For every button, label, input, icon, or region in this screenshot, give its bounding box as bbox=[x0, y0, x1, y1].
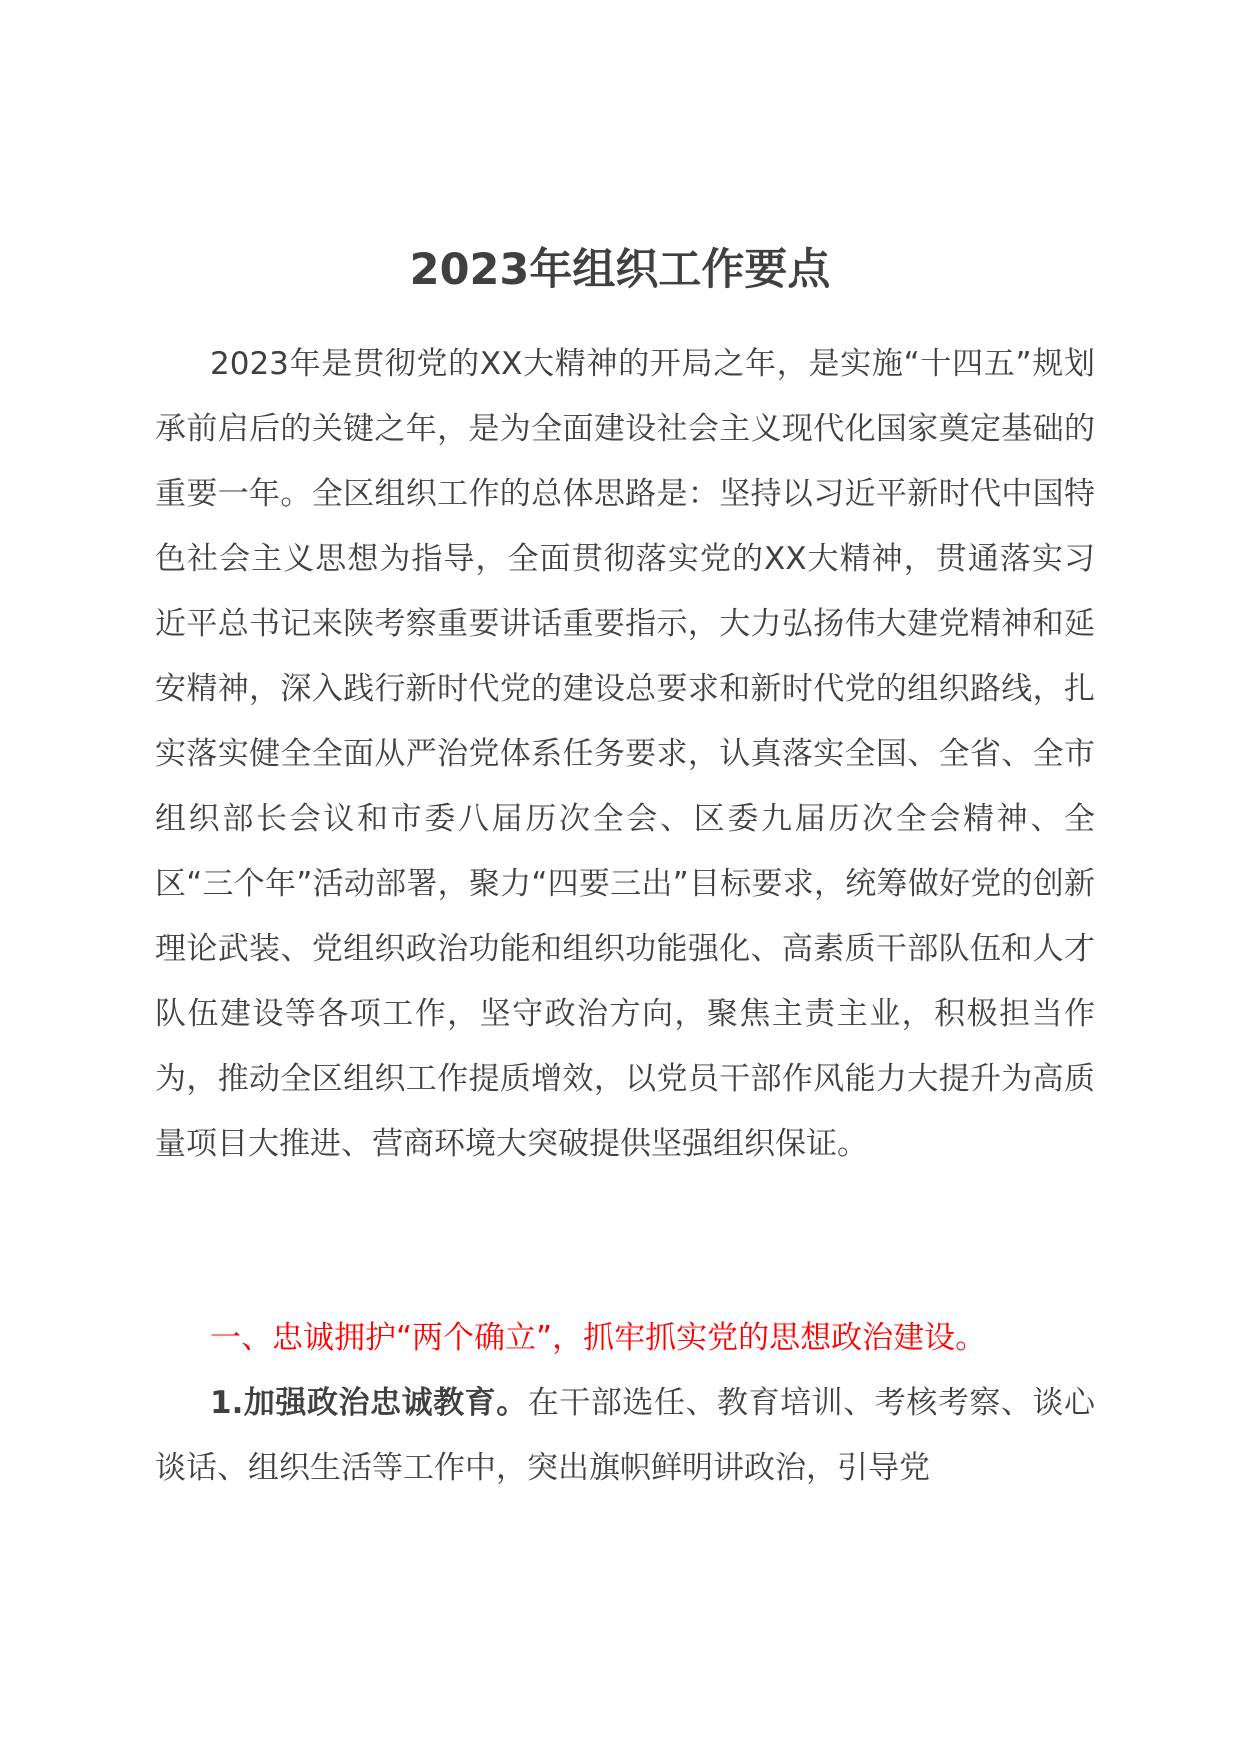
item-1-paragraph bbox=[155, 1371, 1095, 1501]
item-1-text: 在干部选任、教育培训、考核考察、谈心谈话、组织生活等工作中，突出旗帜鲜明讲政治，引导党 bbox=[155, 1385, 1095, 1486]
document-title: 2023年组织工作要点 bbox=[409, 245, 831, 295]
section-heading-1: 一、忠诚拥护“两个确立”，抓牢抓实党的思想政治建设。 bbox=[210, 1320, 987, 1356]
intro-paragraph: 2023年是贯彻党的XX大精神的开局之年，是实施“十四五”规划承前启后的关键之年，是为全面建设社会主义现代化国家奠定基础的重要一年。全区组织工作的总体思路是：坚持以习近平新时代中国特色社会主义思想为指导，全面贯彻落实党的XX大精神，贯通落实习近平总书记来陕考察重要讲话重要指示，大力弘扬伟大建党精神和延安精神，深入践行新时代党的建设总要求和新时代党的组织路线，扎实落实健全全面从严治党体系任务要求，认真落实全国、全省、全市组织部长会议和市委八届历次全会、区委九届历次全会精神、全区“三个年”活动部署，聚力“四要三出”目标要求，统筹做好党的创新理论武装、党组织政治功能和组织功能强化、高素质干部队伍和人才队伍建设等各项工作，坚守政治方向，聚焦主责主业，积极担当作为，推动全区组织工作提质增效，以党员干部作风能力大提升为高质量项目大推进、营商环境大突破提供坚强组织保证。 bbox=[155, 346, 1095, 1162]
item-1-title: 1.加强政治忠诚教育。 bbox=[210, 1385, 528, 1421]
